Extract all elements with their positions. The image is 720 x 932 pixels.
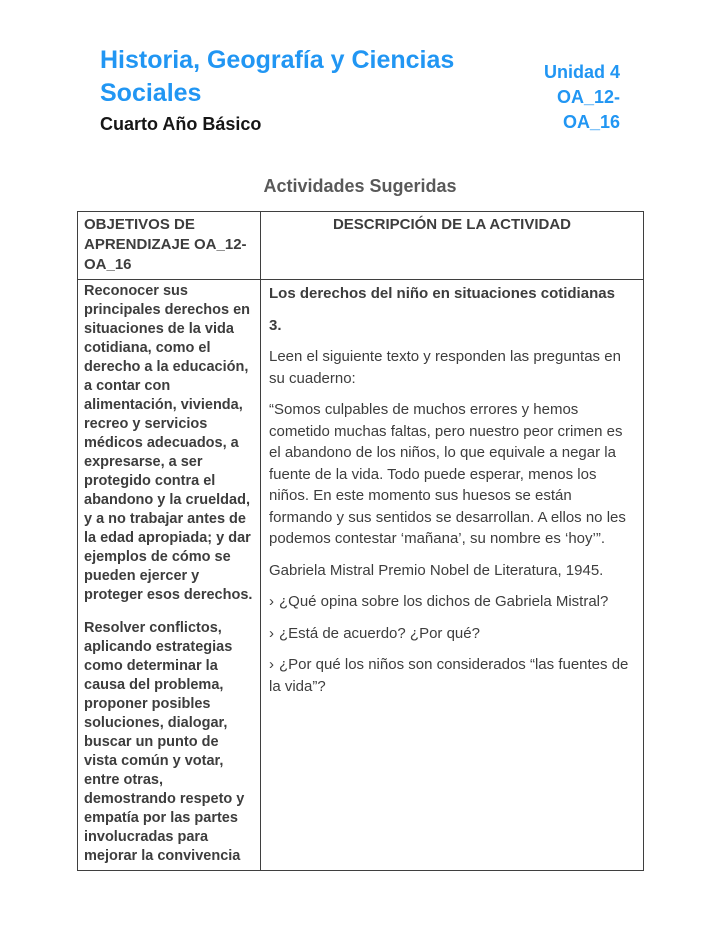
question-item (269, 591, 631, 613)
table-header-row (78, 212, 644, 280)
activity-cell (261, 280, 644, 871)
doc-header-right (513, 60, 620, 136)
activity-intro: Leen el siguiente texto y responden las preguntas en su cuaderno: (269, 348, 621, 387)
objective-paragraph: Resolver conflictos, aplicando estrategias como determinar la causa del problema, proponer posibles soluciones, dialogar, buscar un punto de vista común y votar, entre otras, demostrando respeto y empatía por las partes involucradas para mejorar la convivencia (84, 620, 245, 864)
question-item (269, 623, 631, 645)
question-text: ¿Está de acuerdo? ¿Por qué? (279, 624, 480, 642)
question-text: ¿Qué opina sobre los dichos de Gabriela Mistral? (279, 593, 609, 610)
question-marker: › (269, 624, 274, 642)
question-marker: › (269, 593, 274, 610)
question-text: ¿Por qué los niños son considerados “las fuentes de la vida”? (269, 656, 629, 695)
question-marker: › (269, 656, 274, 673)
description-column-header: DESCRIPCIÓN DE LA ACTIVIDAD (261, 212, 644, 280)
activity-attribution: Gabriela Mistral Premio Nobel de Literatura, 1945. (269, 561, 604, 579)
section-title: Actividades Sugeridas (263, 176, 457, 196)
objective-paragraph: Reconocer sus principales derechos en situaciones de la vida cotidiana, como el derecho a la educación, a contar con alimentación, vivienda, recreo y servicios médicos adecuados, a expresarse, a ser protegido contra el abandono y la crueldad, y a no trabajar antes de la edad apropiada; y dar ejemplos de cómo se pueden ejercer y proteger esos derechos. (84, 283, 253, 603)
table-body-row (78, 280, 644, 871)
unit-label: Unidad 4 (543, 62, 620, 82)
doc-header-left (100, 44, 513, 136)
question-item (269, 654, 631, 697)
activities-table (77, 211, 644, 871)
grade-subtitle: Cuarto Año Básico (100, 114, 262, 134)
activity-quote: “Somos culpables de muchos errores y hemos cometido muchas faltas, pero nuestro peor crimen es el abandono de los niños, lo que equivale a negar la fuente de la vida. Todo puede esperar, menos los niños. En este momento sus huesos se están formando y sus sentidos se desarrollan. A ellos no les podemos contestar ‘mañana’, su nombre es ‘hoy’”. (269, 401, 626, 547)
objectives-column-header: OBJETIVOS DE APRENDIZAJE OA_12-OA_16 (78, 212, 261, 280)
activity-title: Los derechos del niño en situaciones cotidianas (269, 285, 615, 302)
activity-number: 3. (269, 316, 282, 334)
course-title: Historia, Geografía y Ciencias Sociales (100, 46, 455, 107)
objectives-cell (78, 280, 261, 871)
oa-range-label: OA_12-OA_16 (556, 87, 620, 132)
doc-header (100, 44, 620, 136)
